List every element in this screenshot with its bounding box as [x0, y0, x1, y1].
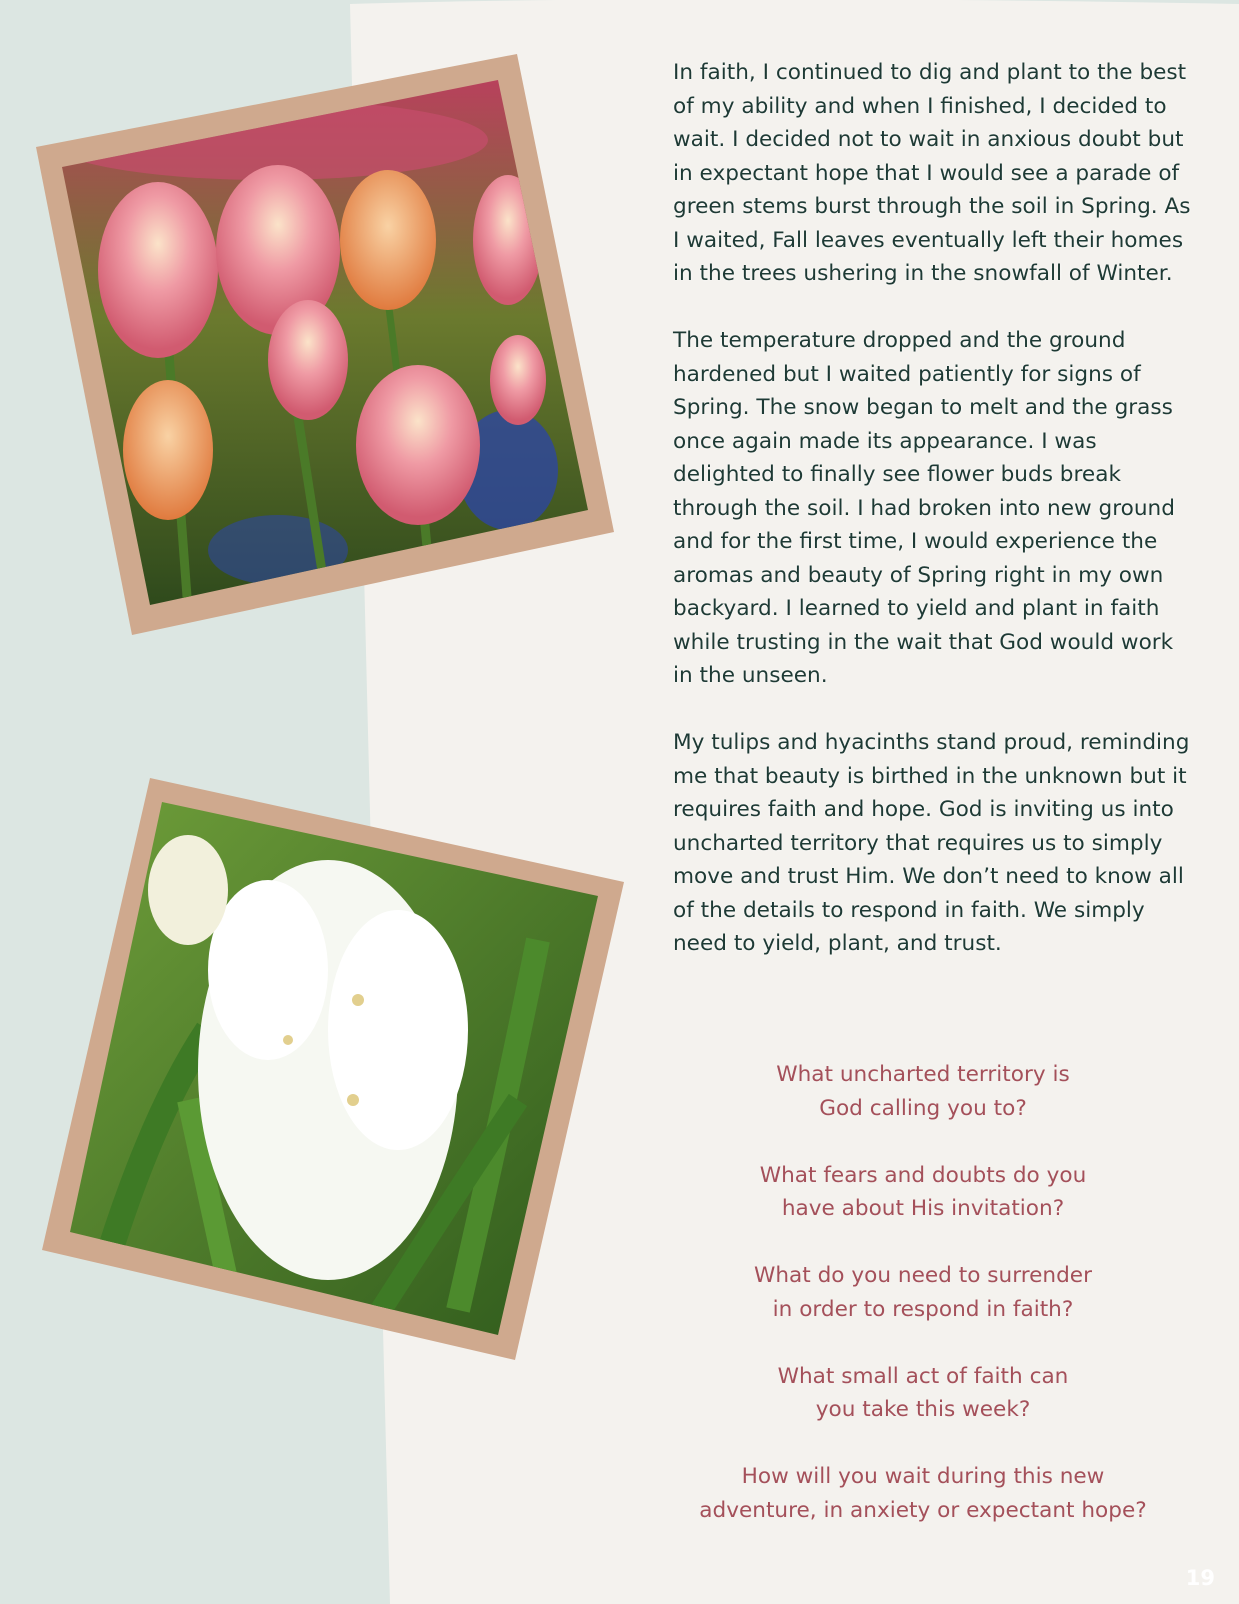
body-text [673, 56, 1193, 994]
hyacinth-photo [38, 770, 633, 1370]
reflection-question [673, 1460, 1173, 1527]
reflection-question [673, 1058, 1173, 1125]
tulip-photo [28, 50, 633, 655]
reflection-question [673, 1159, 1173, 1226]
question-line: How will you wait during this new [741, 1464, 1105, 1489]
reflection-questions [673, 1058, 1173, 1561]
question-line: you take this week? [815, 1397, 1031, 1422]
question-line: have about His invitation? [781, 1196, 1065, 1221]
question-line: God calling you to? [819, 1095, 1027, 1121]
body-paragraph: In faith, I continued to dig and plant to the best of my ability and when I finished, I decided to wait. I decided not to wait in anxious doubt but in expectant hope that I would see a parade of green stems burst through the soil in Spring. As I waited, Fall leaves eventually left their homes in the trees ushering in the snowfall of Winter. [673, 60, 1191, 286]
reflection-question [673, 1259, 1173, 1326]
question-line: What fears and doubts do you [759, 1162, 1087, 1188]
page-number: 19 [1185, 1566, 1215, 1590]
question-line: What small act of faith can [777, 1363, 1069, 1389]
body-paragraph: My tulips and hyacinths stand proud, reminding me that beauty is birthed in the unknown but it requires faith and hope. God is inviting us into uncharted territory that requires us to simply move and trust Him. We don’t need to know all of the details to respond in faith. We simply need to yield, plant, and trust. [673, 730, 1190, 956]
question-line: What do you need to surrender [754, 1263, 1092, 1288]
body-paragraph: The temperature dropped and the ground hardened but I waited patiently for signs of Spring. The snow began to melt and the grass once again made its appearance. I was delighted to finally see flower buds break through the soil. I had broken into new ground and for the first time, I would experience the aromas and beauty of Spring right in my own backyard. I learned to yield and plant in faith while trusting in the wait that God would work in the unseen. [673, 328, 1175, 688]
reflection-question [673, 1360, 1173, 1427]
question-line: adventure, in anxiety or expectant hope? [699, 1497, 1147, 1523]
question-line: What uncharted territory is [776, 1062, 1070, 1087]
question-line: in order to respond in faith? [772, 1296, 1074, 1322]
